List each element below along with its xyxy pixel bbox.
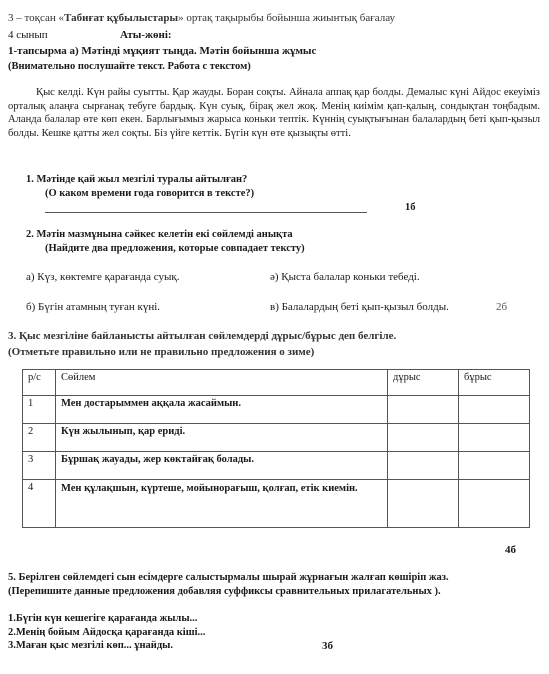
reading-text — [8, 86, 540, 140]
q2-question-ru: (Найдите два предложения, которые совпадает тексту) — [45, 243, 305, 254]
q5-item-1: 1.Бүгін күн кешегіге қарағанда жылы... — [8, 613, 198, 624]
q2-question: 2. Мәтін мазмұнына сәйкес келетін екі сөйлемді анықта — [26, 229, 293, 240]
q5-item-2: 2.Менің бойым Айдосқа қарағанда кіші... — [8, 627, 206, 638]
q1-question-ru: (О каком времени года говорится в тексте?) — [45, 188, 255, 199]
right-checkbox-cell[interactable] — [388, 480, 459, 528]
right-checkbox-cell[interactable] — [388, 452, 459, 480]
q5-score: 3б — [322, 640, 333, 652]
title-suffix: » ортақ тақырыбы бойынша жиынтық бағалау — [178, 12, 396, 24]
q5-item-3: 3.Маған қыс мезгілі көп... ұнайды. — [8, 640, 173, 651]
grade-label: 4 сынып — [8, 29, 48, 41]
row-num: 1 — [23, 396, 56, 424]
q2-option-a[interactable]: а) Күз, көктемге қарағанда суық. — [26, 271, 180, 283]
reading-text-body: Қыс келді. Күн райы суытты. Қар жауды. Боран соқты. Айнала аппақ қар болды. Демалыс күні Айдос екеуіміз орталық алаңға сырғанақ тебуге бардық. Күн суық, бірақ жел жоқ. Менің киімім қап-қалың, сондықтан тоңбадым. Аланда балалар өте көп екен. Барлығымыз жарыса коньки тептік. Күннің суықтығынан балалардың беті қып-қызыл болды. Кешке қатты жел соқты. Біз үйге кеттік. Бүгін күн өте қызықты өтті. — [8, 87, 540, 139]
q1-answer-line[interactable] — [45, 212, 367, 213]
row-sentence: Мен достарыммен аққала жасаймын. — [56, 396, 388, 424]
wrong-checkbox-cell[interactable] — [459, 396, 530, 424]
wrong-checkbox-cell[interactable] — [459, 480, 530, 528]
right-checkbox-cell[interactable] — [388, 396, 459, 424]
q2-option-ae[interactable]: ә) Қыста балалар коньки тебеді. — [270, 271, 420, 283]
table-header-row — [23, 370, 530, 396]
page-title — [8, 12, 395, 24]
name-label: Аты-жөні: — [120, 29, 172, 41]
task1-subtitle: (Внимательно послушайте текст. Работа с текстом) — [8, 61, 251, 72]
col-header-wrong: бұрыс — [459, 370, 530, 396]
q5-question: 5. Берілген сөйлемдегі сын есімдерге салыстырмалы шырай жұрнағын жалғап көшіріп жаз. — [8, 572, 449, 583]
answer-table — [22, 369, 530, 528]
wrong-checkbox-cell[interactable] — [459, 424, 530, 452]
col-header-num: р/с — [23, 370, 56, 396]
table-row — [23, 396, 530, 424]
row-sentence: Күн жылынып, қар ериді. — [56, 424, 388, 452]
q2-score: 2б — [496, 301, 508, 313]
title-theme: Табиғат құбылыстары — [64, 12, 179, 24]
q3-question: 3. Қыс мезгіліне байланысты айтылған сөйлемдерді дұрыс/бұрыс деп белгіле. — [8, 330, 397, 342]
col-header-right: дұрыс — [388, 370, 459, 396]
q2-option-b[interactable]: б) Бүгін атамның туған күні. — [26, 301, 161, 313]
title-prefix: 3 – тоқсан « — [8, 12, 65, 24]
row-sentence: Бұршақ жауады, жер көктайғақ болады. — [56, 452, 388, 480]
q3-score: 4б — [505, 544, 516, 556]
task1-title: 1-тапсырма а) Мәтінді мұқият тыңда. Мәтін бойынша жұмыс — [8, 45, 317, 57]
right-checkbox-cell[interactable] — [388, 424, 459, 452]
table-row — [23, 452, 530, 480]
row-num: 2 — [23, 424, 56, 452]
wrong-checkbox-cell[interactable] — [459, 452, 530, 480]
col-header-sentence: Сөйлем — [56, 370, 388, 396]
q1-question: 1. Мәтінде қай жыл мезгілі туралы айтылған? — [26, 174, 248, 185]
row-sentence: Мен құлақшын, күртеше, мойынорағыш, қолғап, етік киемін. — [56, 480, 388, 528]
table-row — [23, 480, 530, 528]
q5-question-ru: (Перепишите данные предложения добавляя суффиксы сравнительных прилагательных ). — [8, 586, 441, 597]
q2-option-v[interactable]: в) Балалардың беті қып-қызыл болды. — [270, 301, 449, 313]
table-row — [23, 424, 530, 452]
row-num: 3 — [23, 452, 56, 480]
q3-question-ru: (Отметьте правильно или не правильно предложения о зиме) — [8, 346, 315, 358]
row-num: 4 — [23, 480, 56, 528]
q1-score: 1б — [405, 202, 416, 213]
